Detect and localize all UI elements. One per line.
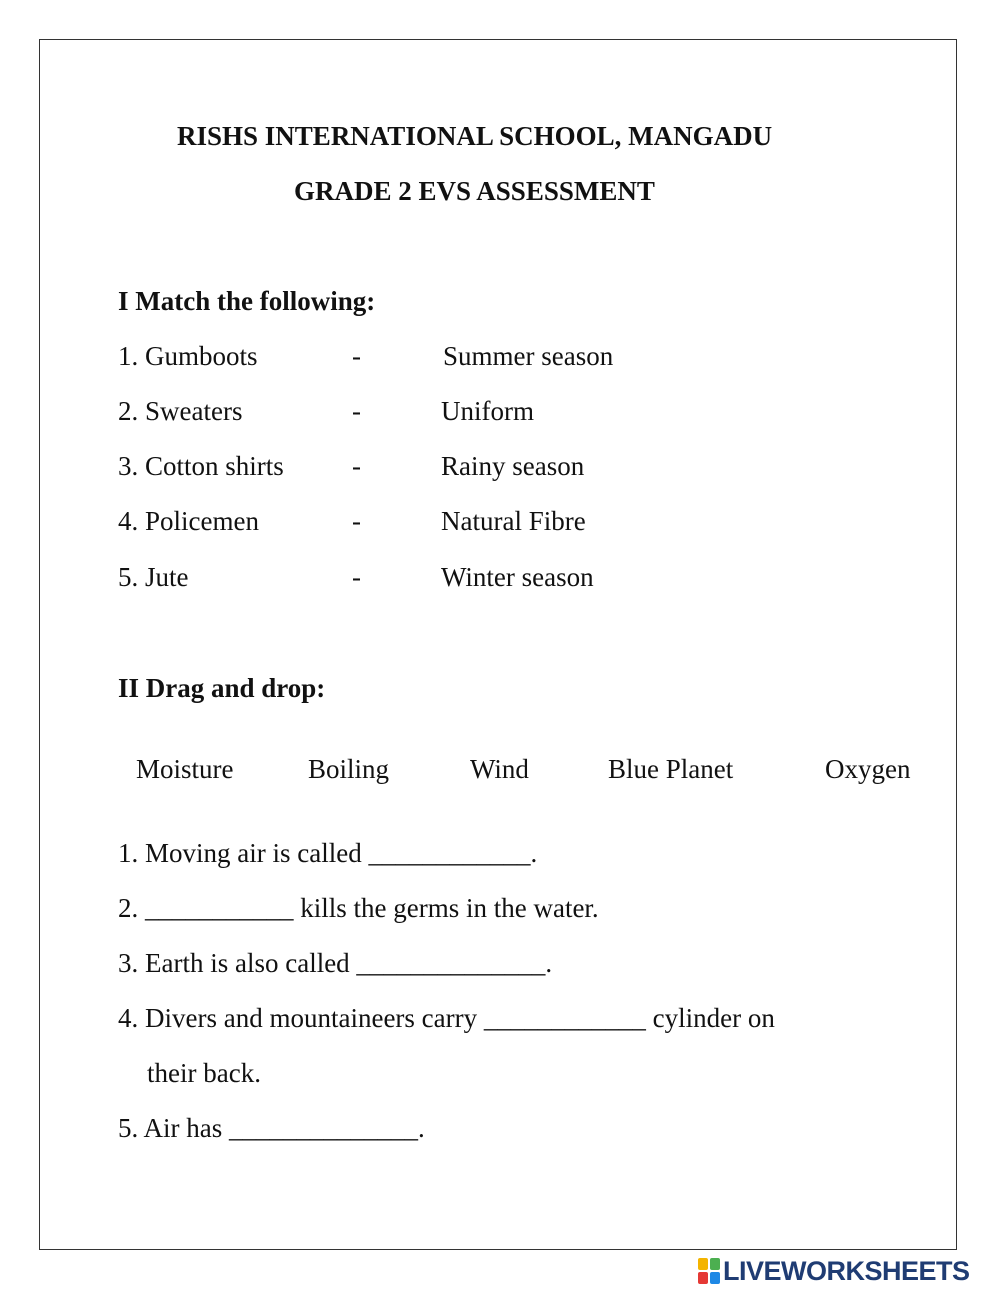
drag-word[interactable]: Blue Planet [608, 754, 734, 784]
liveworksheets-logo-icon [698, 1258, 720, 1284]
drag-word[interactable]: Oxygen [825, 754, 911, 784]
match-left-item[interactable]: 1. Gumboots [118, 341, 258, 371]
match-left-item[interactable]: 2. Sweaters [118, 396, 243, 426]
match-dash: - [352, 396, 361, 426]
match-right-item[interactable]: Summer season [443, 341, 614, 371]
question-line-continuation: their back. [147, 1058, 261, 1088]
assessment-title: GRADE 2 EVS ASSESSMENT [294, 176, 655, 206]
drag-word[interactable]: Wind [470, 754, 529, 784]
liveworksheets-logo [698, 1255, 970, 1286]
question-line: 3. Earth is also called ______________. [118, 948, 553, 978]
question-line: 5. Air has ______________. [118, 1113, 425, 1143]
match-left-item[interactable]: 5. Jute [118, 562, 189, 592]
brand-name: LIVEWORKSHEETS [723, 1255, 970, 1286]
match-dash: - [352, 562, 361, 592]
question-line: 4. Divers and mountaineers carry ____________ cylinder on [118, 1003, 775, 1033]
match-right-item[interactable]: Rainy season [441, 451, 585, 481]
match-dash: - [352, 451, 361, 481]
question-line: 1. Moving air is called ____________. [118, 838, 538, 868]
match-left-item[interactable]: 3. Cotton shirts [118, 451, 284, 481]
match-dash: - [352, 506, 361, 536]
drag-word[interactable]: Boiling [308, 754, 390, 784]
school-title: RISHS INTERNATIONAL SCHOOL, MANGADU [177, 121, 773, 151]
section-2-heading: II Drag and drop: [118, 673, 326, 703]
drag-word[interactable]: Moisture [136, 754, 234, 784]
section-1-heading: I Match the following: [118, 286, 376, 316]
match-left-item[interactable]: 4. Policemen [118, 506, 259, 536]
match-right-item[interactable]: Natural Fibre [441, 506, 586, 536]
match-right-item[interactable]: Uniform [441, 396, 534, 426]
match-right-item[interactable]: Winter season [441, 562, 594, 592]
match-dash: - [352, 341, 361, 371]
question-line: 2. ___________ kills the germs in the water. [118, 893, 599, 923]
